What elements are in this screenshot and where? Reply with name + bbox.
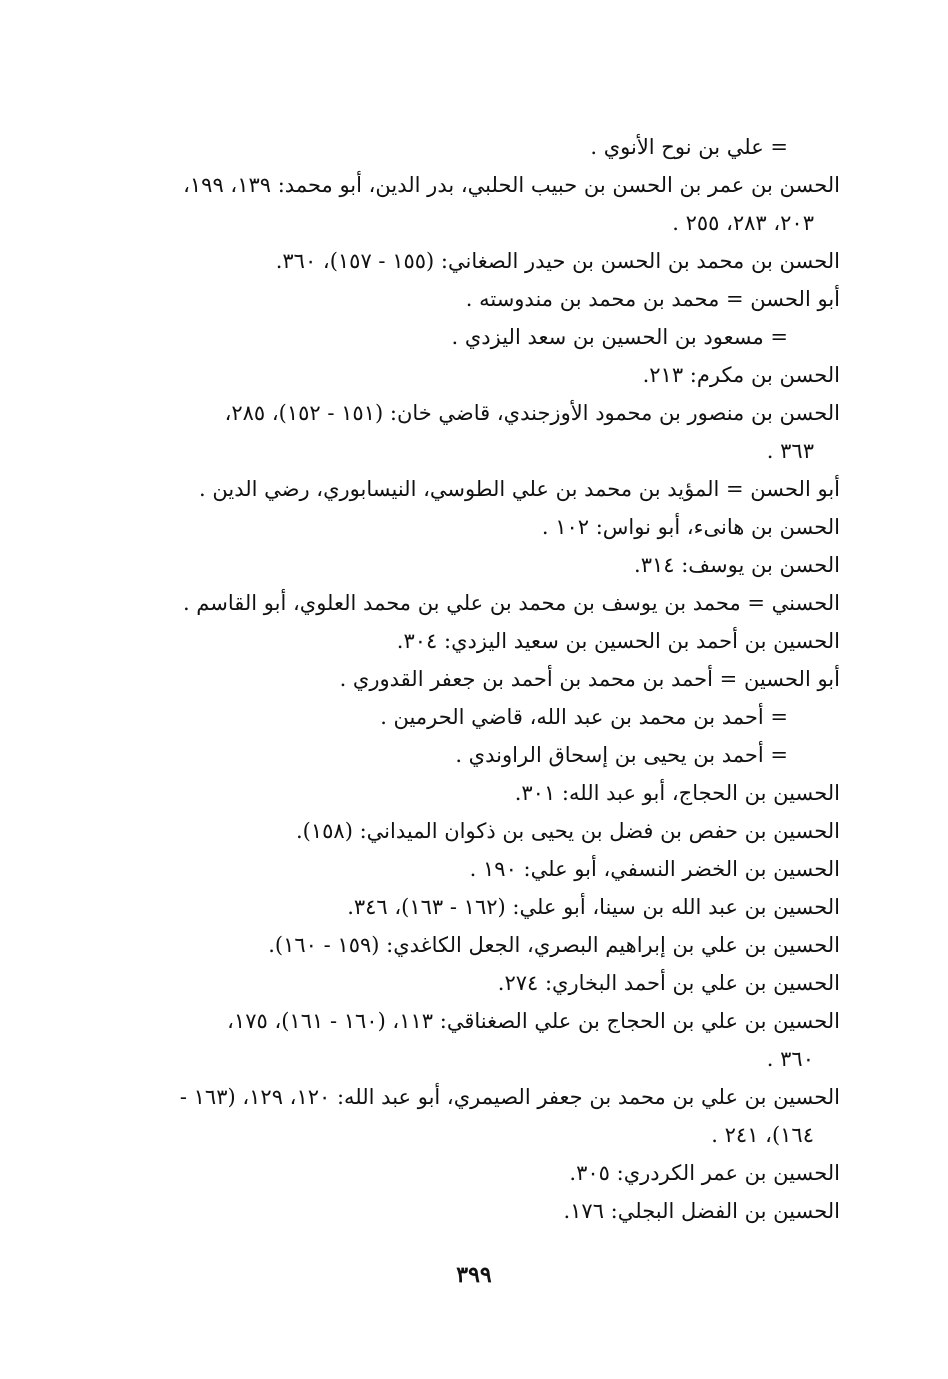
index-entry xyxy=(100,812,840,850)
index-entry xyxy=(100,1078,840,1154)
entry-line: الحسين بن عبد الله بن سينا، أبو علي: (١٦٢ - ١٦٣)، ٣٤٦. xyxy=(347,895,840,919)
entry-line: = أحمد بن محمد بن عبد الله، قاضي الحرمين . xyxy=(380,705,788,729)
entry-continuation-line: ٣٦٣ . xyxy=(766,439,814,463)
index-entry xyxy=(100,1002,840,1078)
entry-line: أبو الحسين = أحمد بن محمد بن أحمد بن جعفر القدوري . xyxy=(339,667,840,691)
index-entry xyxy=(100,926,840,964)
index-entry xyxy=(100,1154,840,1192)
index-entry xyxy=(100,964,840,1002)
entry-line: = مسعود بن الحسين بن سعد اليزدي . xyxy=(451,325,788,349)
index-entry xyxy=(100,356,840,394)
entry-line: الحسن بن عمر بن الحسن بن حبيب الحلبي، بدر الدين، أبو محمد: ١٣٩، ١٩٩، xyxy=(183,173,840,197)
page-number: ٣٩٩ xyxy=(456,1262,492,1288)
index-entry xyxy=(100,660,840,698)
index-entry xyxy=(100,166,840,242)
entry-line: الحسين بن علي بن الحجاج بن علي الصغناقي: ١١٣، (١٦٠ - ١٦١)، ١٧٥، xyxy=(227,1009,840,1033)
index-entry xyxy=(100,1192,840,1230)
index-entry xyxy=(100,736,840,774)
index-entry xyxy=(100,470,840,508)
entry-continuation-line: ١٦٤)، ٢٤١ . xyxy=(711,1123,814,1147)
entry-line: = علي بن نوح الأنوي . xyxy=(590,135,788,159)
entry-line: الحسن بن محمد بن الحسن بن حيدر الصغاني: (١٥٥ - ١٥٧)، ٣٦٠. xyxy=(275,249,840,273)
entry-line: الحسن بن مكرم: ٢١٣. xyxy=(642,363,840,387)
index-entries xyxy=(100,128,840,1230)
index-entry xyxy=(100,888,840,926)
index-entry xyxy=(100,622,840,660)
entry-line: الحسين بن حفص بن فضل بن يحيى بن ذكوان الميداني: (١٥٨). xyxy=(295,819,840,843)
index-entry xyxy=(100,584,840,622)
index-entry xyxy=(100,546,840,584)
entry-line: الحسين بن الحجاج، أبو عبد الله: ٣٠١. xyxy=(514,781,840,805)
entry-line: الحسين بن أحمد بن الحسين بن سعيد اليزدي: ٣٠٤. xyxy=(396,629,840,653)
index-entry xyxy=(100,850,840,888)
entry-line: الحسين بن الخضر النسفي، أبو علي: ١٩٠ . xyxy=(469,857,840,881)
index-entry xyxy=(100,318,840,356)
index-entry xyxy=(100,774,840,812)
index-entry xyxy=(100,280,840,318)
entry-line: الحسين بن علي بن محمد بن جعفر الصيمري، أبو عبد الله: ١٢٠، ١٢٩، (١٦٣ - xyxy=(179,1085,840,1109)
entry-line: أبو الحسن = المؤيد بن محمد بن علي الطوسي، النيسابوري، رضي الدين . xyxy=(199,477,840,501)
entry-line: الحسين بن عمر الكردري: ٣٠٥. xyxy=(569,1161,840,1185)
entry-line: الحسن بن هانىء، أبو نواس: ١٠٢ . xyxy=(541,515,840,539)
entry-continuation-line: ٣٦٠ . xyxy=(766,1047,814,1071)
entry-line: الحسين بن علي بن أحمد البخاري: ٢٧٤. xyxy=(497,971,840,995)
entry-line: أبو الحسن = محمد بن محمد بن مندوسته . xyxy=(465,287,840,311)
index-entry xyxy=(100,128,840,166)
entry-line: = أحمد بن يحيى بن إسحاق الراوندي . xyxy=(455,743,788,767)
entry-line: الحسين بن علي بن إبراهيم البصري، الجعل الكاغدي: (١٥٩ - ١٦٠). xyxy=(268,933,840,957)
index-entry xyxy=(100,698,840,736)
entry-continuation-line: ٢٠٣، ٢٨٣، ٢٥٥ . xyxy=(672,211,814,235)
index-entry xyxy=(100,508,840,546)
entry-line: الحسين بن الفضل البجلي: ١٧٦. xyxy=(563,1199,840,1223)
entry-line: الحسني = محمد بن يوسف بن محمد بن علي بن محمد العلوي، أبو القاسم . xyxy=(182,591,840,615)
index-entry xyxy=(100,242,840,280)
index-entry xyxy=(100,394,840,470)
entry-line: الحسن بن يوسف: ٣١٤. xyxy=(634,553,840,577)
entry-line: الحسن بن منصور بن محمود الأوزجندي، قاضي خان: (١٥١ - ١٥٢)، ٢٨٥، xyxy=(224,401,840,425)
